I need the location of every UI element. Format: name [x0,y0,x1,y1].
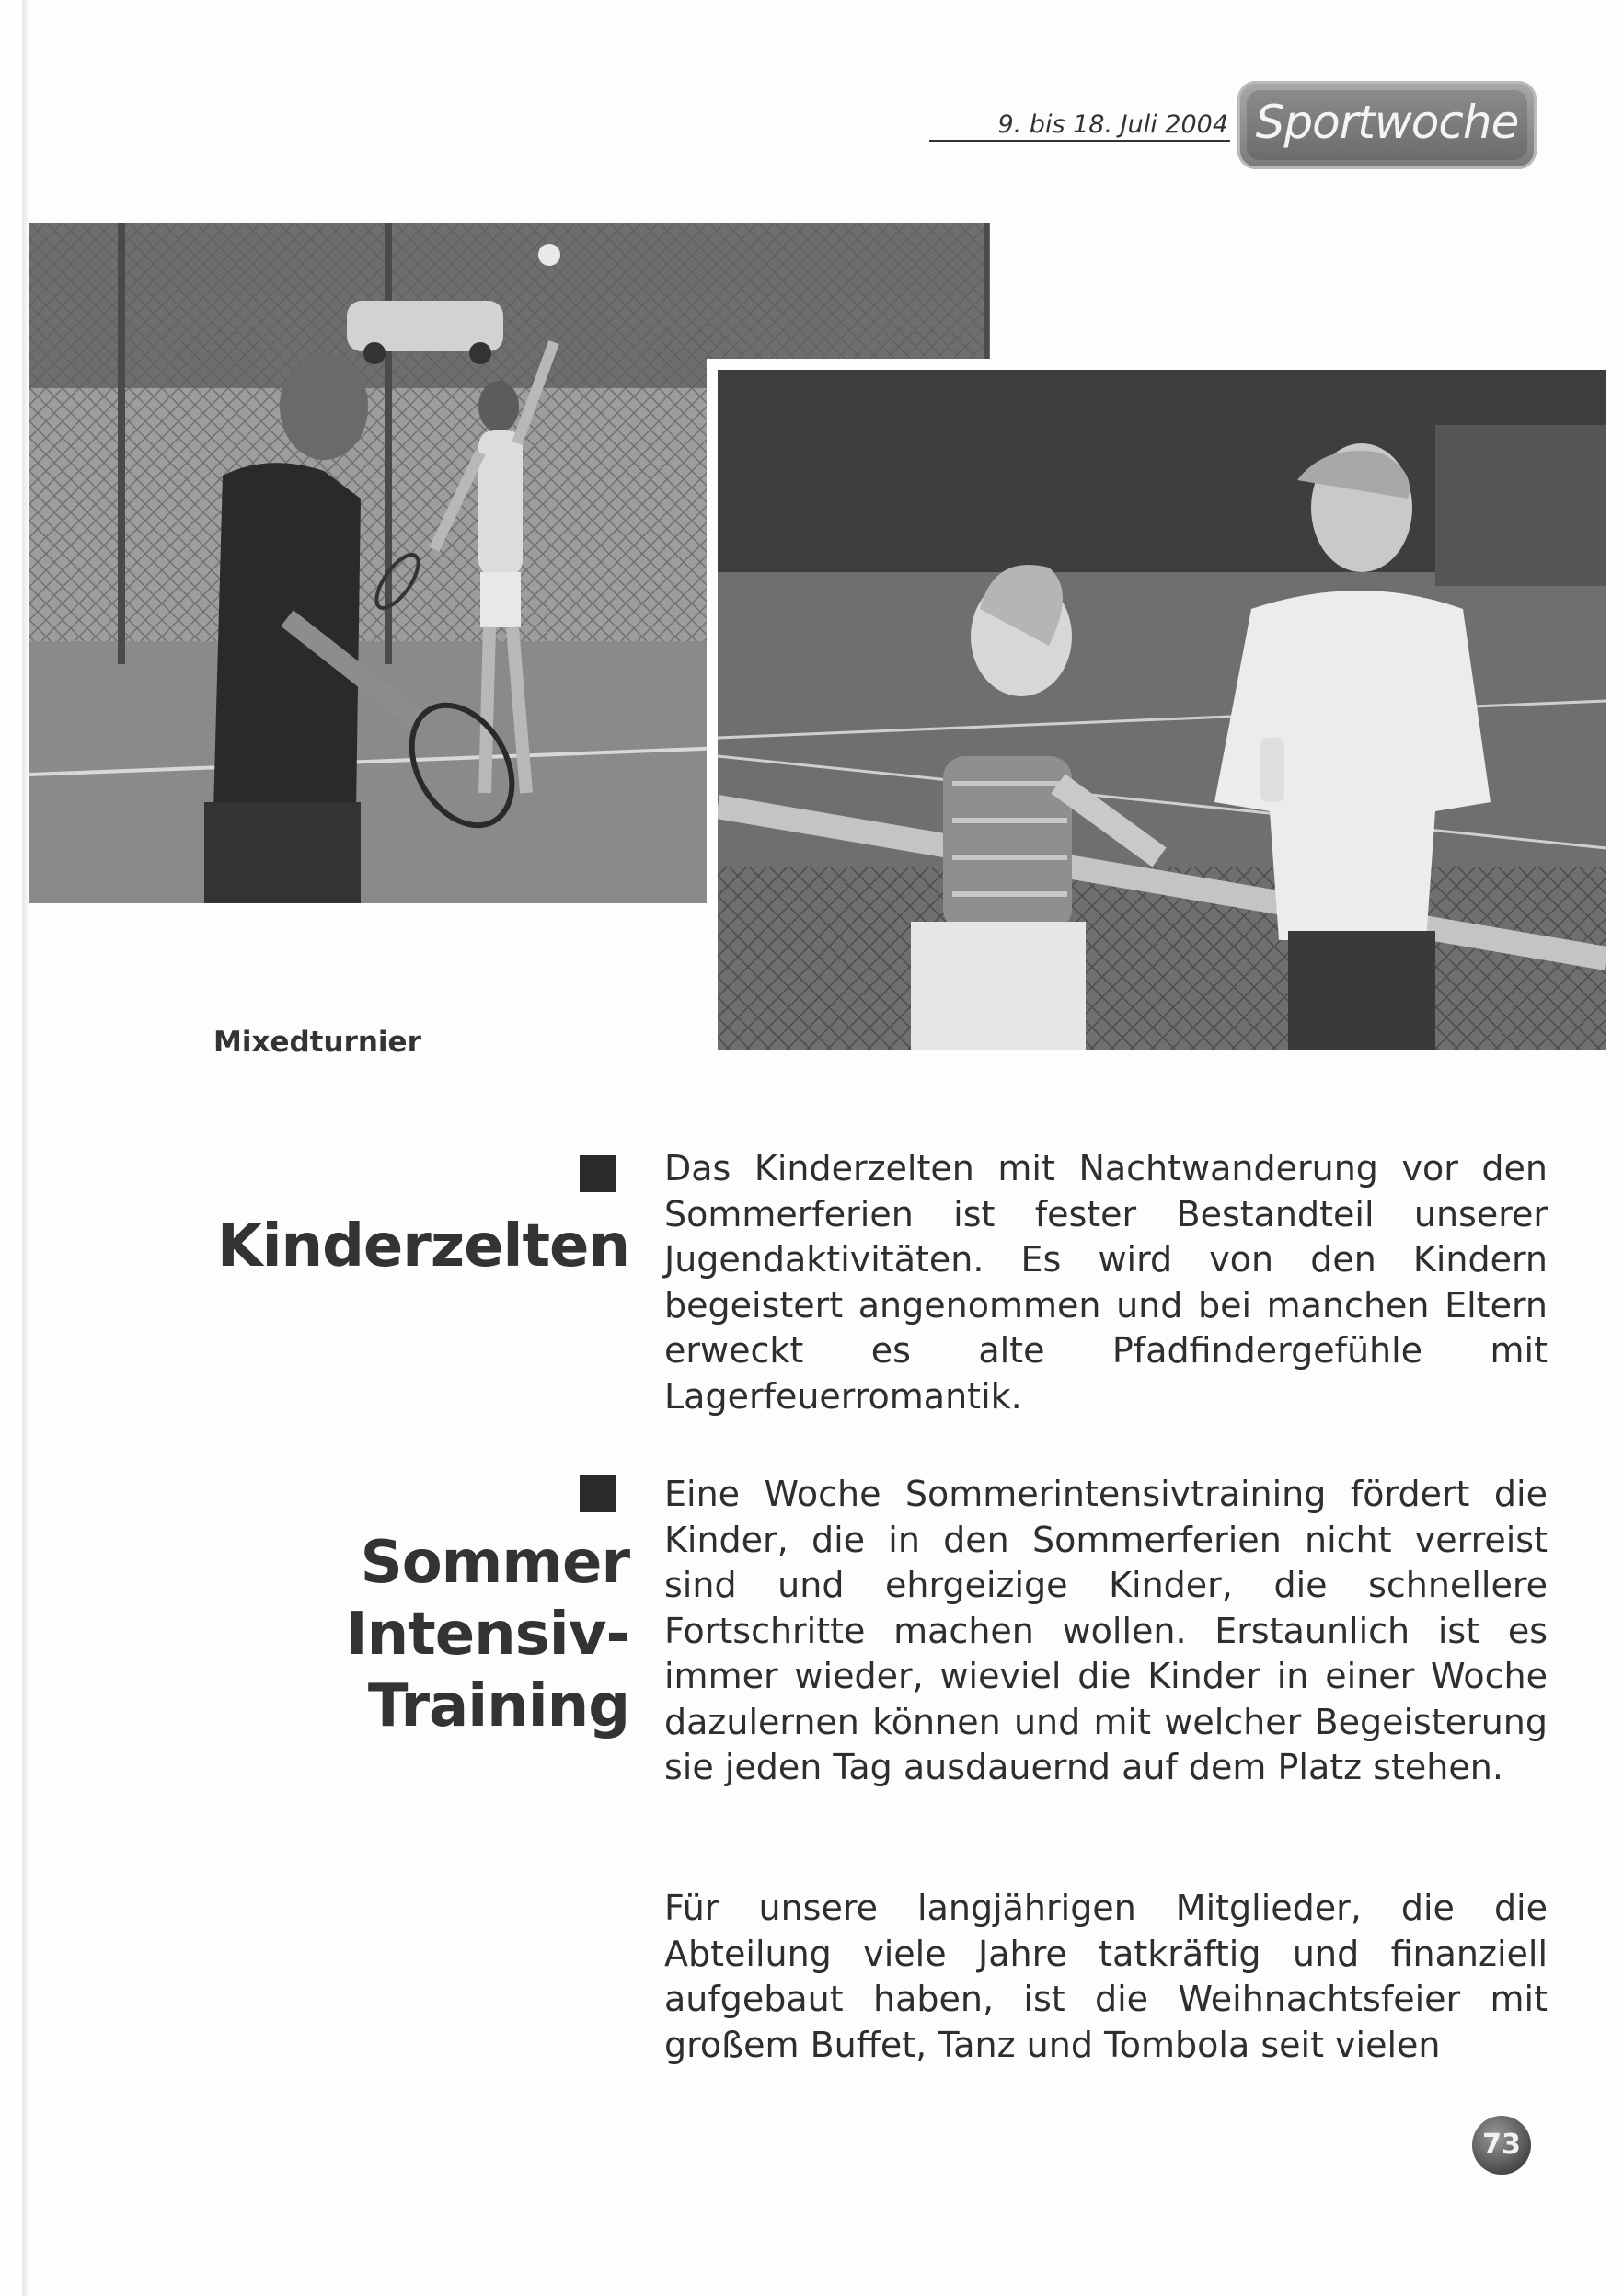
tennis-net-photo [718,370,1606,1050]
heading-line-1: Sommer [360,1529,629,1597]
event-date: 9. bis 18. Juli 2004 [929,110,1230,142]
heading-kinderzelten: Kinderzelten [216,1212,629,1280]
heading-line-3: Training [367,1672,629,1740]
paragraph-sommer-training: Eine Woche Sommerintensivtraining fördert die Kinder, die in den Sommerferien nicht verreist sind und ehrgeizige Kinder, die schnellere Fortschritte machen wollen. Erstaunlich ist es immer wieder, wieviel die Kinder in einer Woche dazulernen können und mit welcher Begeisterung sie jeden Tag ausdauernd auf dem Platz stehen. [664,1474,1548,1787]
section-marker-kinderzelten [580,1155,616,1192]
tennis-net-photo-icon [718,370,1606,1050]
page-number: 73 [1472,2116,1531,2175]
heading-sommer-intensiv-training [346,1527,629,1742]
section-marker-sommer [580,1475,616,1512]
page-edge [22,0,28,2296]
brand-badge [1237,81,1537,169]
brand-label: Sportwoche [1255,96,1519,149]
paragraph-kinderzelten: Das Kinderzelten mit Nachtwanderung vor den Sommerferien ist fester Bestandteil unserer Jugendaktivitäten. Es wird von den Kindern begeistert angenommen und bei manchen Eltern erweckt es alte Pfadfindergefühle mit Lagerfeuerromantik. [664,1148,1548,1417]
paragraph-weihnachtsfeier: Für unsere langjährigen Mitglieder, die die Abteilung viele Jahre tatkräftig und finanziell aufgebaut haben, ist die Weihnachtsfeier mit großem Buffet, Tanz und Tombola seit vielen [664,1888,1548,2065]
photo-caption: Mixedturnier [213,1026,421,1059]
heading-line-2: Intensiv- [345,1601,629,1669]
